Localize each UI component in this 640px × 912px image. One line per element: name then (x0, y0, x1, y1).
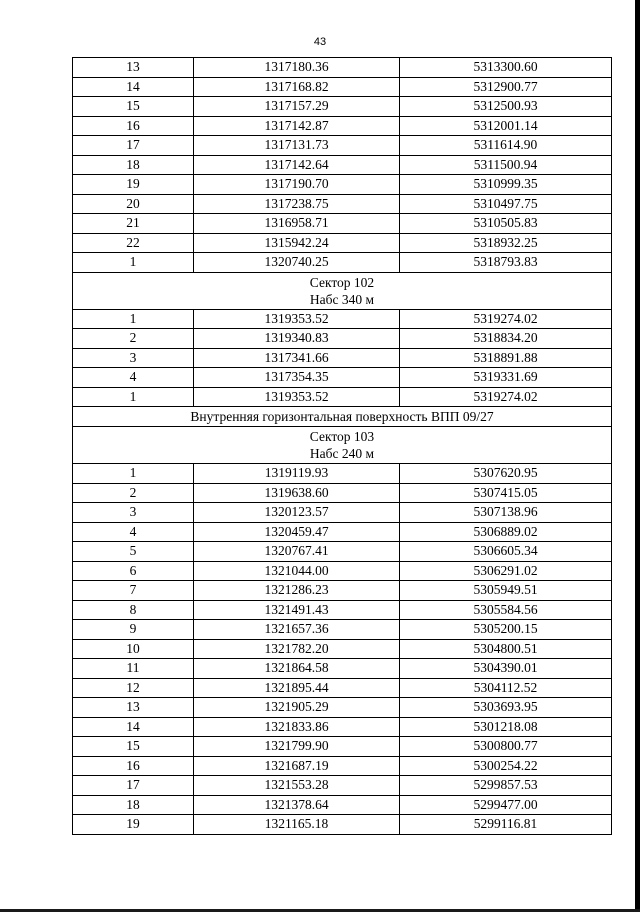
table-row (73, 639, 612, 659)
x-coordinate-cell: 1317142.87 (194, 116, 400, 136)
coordinates-table-body (73, 58, 612, 835)
x-coordinate-cell: 1321799.90 (194, 737, 400, 757)
y-coordinate-cell: 5318891.88 (400, 348, 612, 368)
section-header-cell (73, 427, 612, 464)
y-coordinate-cell: 5318793.83 (400, 253, 612, 273)
point-number-cell: 17 (73, 136, 194, 156)
table-row (73, 776, 612, 796)
table-row (73, 561, 612, 581)
x-coordinate-cell: 1317142.64 (194, 155, 400, 175)
x-coordinate-cell: 1317190.70 (194, 175, 400, 195)
table-row (73, 368, 612, 388)
table-row (73, 116, 612, 136)
table-row (73, 503, 612, 523)
table-row (73, 464, 612, 484)
x-coordinate-cell: 1321378.64 (194, 795, 400, 815)
table-row (73, 659, 612, 679)
y-coordinate-cell: 5299857.53 (400, 776, 612, 796)
table-row (73, 795, 612, 815)
x-coordinate-cell: 1317131.73 (194, 136, 400, 156)
table-row (73, 194, 612, 214)
section-header-line: Набс 240 м (309, 446, 375, 461)
x-coordinate-cell: 1315942.24 (194, 233, 400, 253)
y-coordinate-cell: 5300254.22 (400, 756, 612, 776)
point-number-cell: 1 (73, 387, 194, 407)
section-header-row (73, 272, 612, 309)
x-coordinate-cell: 1320459.47 (194, 522, 400, 542)
section-header-row (73, 407, 612, 427)
y-coordinate-cell: 5319331.69 (400, 368, 612, 388)
x-coordinate-cell: 1321657.36 (194, 620, 400, 640)
y-coordinate-cell: 5301218.08 (400, 717, 612, 737)
table-row (73, 214, 612, 234)
table-row (73, 600, 612, 620)
y-coordinate-cell: 5306605.34 (400, 542, 612, 562)
point-number-cell: 13 (73, 58, 194, 78)
table-row (73, 97, 612, 117)
x-coordinate-cell: 1321165.18 (194, 815, 400, 835)
x-coordinate-cell: 1321044.00 (194, 561, 400, 581)
table-row (73, 717, 612, 737)
y-coordinate-cell: 5311500.94 (400, 155, 612, 175)
table-row (73, 737, 612, 757)
point-number-cell: 14 (73, 77, 194, 97)
x-coordinate-cell: 1317168.82 (194, 77, 400, 97)
x-coordinate-cell: 1321286.23 (194, 581, 400, 601)
x-coordinate-cell: 1319638.60 (194, 483, 400, 503)
point-number-cell: 1 (73, 309, 194, 329)
point-number-cell: 5 (73, 542, 194, 562)
point-number-cell: 4 (73, 368, 194, 388)
point-number-cell: 14 (73, 717, 194, 737)
table-row (73, 175, 612, 195)
point-number-cell: 10 (73, 639, 194, 659)
table-row (73, 387, 612, 407)
y-coordinate-cell: 5310505.83 (400, 214, 612, 234)
x-coordinate-cell: 1319353.52 (194, 309, 400, 329)
table-row (73, 348, 612, 368)
x-coordinate-cell: 1321864.58 (194, 659, 400, 679)
y-coordinate-cell: 5306889.02 (400, 522, 612, 542)
point-number-cell: 2 (73, 483, 194, 503)
y-coordinate-cell: 5313300.60 (400, 58, 612, 78)
point-number-cell: 13 (73, 698, 194, 718)
y-coordinate-cell: 5312500.93 (400, 97, 612, 117)
scan-edge-right (635, 0, 640, 912)
y-coordinate-cell: 5304112.52 (400, 678, 612, 698)
point-number-cell: 9 (73, 620, 194, 640)
point-number-cell: 2 (73, 329, 194, 349)
point-number-cell: 11 (73, 659, 194, 679)
point-number-cell: 12 (73, 678, 194, 698)
table-row (73, 620, 612, 640)
y-coordinate-cell: 5307138.96 (400, 503, 612, 523)
point-number-cell: 19 (73, 815, 194, 835)
y-coordinate-cell: 5319274.02 (400, 387, 612, 407)
point-number-cell: 16 (73, 756, 194, 776)
y-coordinate-cell: 5319274.02 (400, 309, 612, 329)
table-row (73, 309, 612, 329)
y-coordinate-cell: 5312900.77 (400, 77, 612, 97)
table-row (73, 698, 612, 718)
table-row (73, 542, 612, 562)
point-number-cell: 6 (73, 561, 194, 581)
x-coordinate-cell: 1319119.93 (194, 464, 400, 484)
x-coordinate-cell: 1319340.83 (194, 329, 400, 349)
point-number-cell: 18 (73, 795, 194, 815)
table-row (73, 155, 612, 175)
section-header-cell (73, 407, 612, 427)
x-coordinate-cell: 1321687.19 (194, 756, 400, 776)
y-coordinate-cell: 5304800.51 (400, 639, 612, 659)
y-coordinate-cell: 5299477.00 (400, 795, 612, 815)
table-row (73, 756, 612, 776)
table-row (73, 522, 612, 542)
section-header-line: Внутренняя горизонтальная поверхность ВПП 09/27 (190, 409, 494, 424)
section-header-line: Сектор 102 (309, 274, 375, 290)
point-number-cell: 21 (73, 214, 194, 234)
section-header-row (73, 427, 612, 464)
table-row (73, 77, 612, 97)
y-coordinate-cell: 5318834.20 (400, 329, 612, 349)
point-number-cell: 16 (73, 116, 194, 136)
table-row (73, 678, 612, 698)
x-coordinate-cell: 1317354.35 (194, 368, 400, 388)
x-coordinate-cell: 1321782.20 (194, 639, 400, 659)
section-header-line: Набс 340 м (309, 291, 375, 307)
point-number-cell: 17 (73, 776, 194, 796)
x-coordinate-cell: 1321833.86 (194, 717, 400, 737)
y-coordinate-cell: 5303693.95 (400, 698, 612, 718)
y-coordinate-cell: 5306291.02 (400, 561, 612, 581)
table-row (73, 136, 612, 156)
point-number-cell: 7 (73, 581, 194, 601)
y-coordinate-cell: 5304390.01 (400, 659, 612, 679)
x-coordinate-cell: 1321553.28 (194, 776, 400, 796)
table-row (73, 233, 612, 253)
x-coordinate-cell: 1317157.29 (194, 97, 400, 117)
y-coordinate-cell: 5307415.05 (400, 483, 612, 503)
x-coordinate-cell: 1316958.71 (194, 214, 400, 234)
point-number-cell: 3 (73, 348, 194, 368)
point-number-cell: 8 (73, 600, 194, 620)
x-coordinate-cell: 1320767.41 (194, 542, 400, 562)
y-coordinate-cell: 5305200.15 (400, 620, 612, 640)
coordinates-table (72, 57, 612, 835)
point-number-cell: 20 (73, 194, 194, 214)
point-number-cell: 15 (73, 737, 194, 757)
x-coordinate-cell: 1317238.75 (194, 194, 400, 214)
x-coordinate-cell: 1317180.36 (194, 58, 400, 78)
section-header-line: Сектор 103 (309, 429, 375, 444)
table-row (73, 253, 612, 273)
table-row (73, 581, 612, 601)
y-coordinate-cell: 5312001.14 (400, 116, 612, 136)
x-coordinate-cell: 1320123.57 (194, 503, 400, 523)
point-number-cell: 1 (73, 253, 194, 273)
x-coordinate-cell: 1320740.25 (194, 253, 400, 273)
x-coordinate-cell: 1319353.52 (194, 387, 400, 407)
y-coordinate-cell: 5300800.77 (400, 737, 612, 757)
table-row (73, 329, 612, 349)
y-coordinate-cell: 5305584.56 (400, 600, 612, 620)
x-coordinate-cell: 1321895.44 (194, 678, 400, 698)
y-coordinate-cell: 5307620.95 (400, 464, 612, 484)
table-row (73, 58, 612, 78)
y-coordinate-cell: 5310999.35 (400, 175, 612, 195)
x-coordinate-cell: 1317341.66 (194, 348, 400, 368)
y-coordinate-cell: 5311614.90 (400, 136, 612, 156)
table-row (73, 483, 612, 503)
point-number-cell: 15 (73, 97, 194, 117)
point-number-cell: 1 (73, 464, 194, 484)
y-coordinate-cell: 5310497.75 (400, 194, 612, 214)
point-number-cell: 18 (73, 155, 194, 175)
x-coordinate-cell: 1321905.29 (194, 698, 400, 718)
page-number: 43 (313, 36, 327, 48)
point-number-cell: 19 (73, 175, 194, 195)
y-coordinate-cell: 5318932.25 (400, 233, 612, 253)
table-row (73, 815, 612, 835)
x-coordinate-cell: 1321491.43 (194, 600, 400, 620)
point-number-cell: 4 (73, 522, 194, 542)
section-header-cell (73, 272, 612, 309)
point-number-cell: 22 (73, 233, 194, 253)
y-coordinate-cell: 5299116.81 (400, 815, 612, 835)
y-coordinate-cell: 5305949.51 (400, 581, 612, 601)
point-number-cell: 3 (73, 503, 194, 523)
